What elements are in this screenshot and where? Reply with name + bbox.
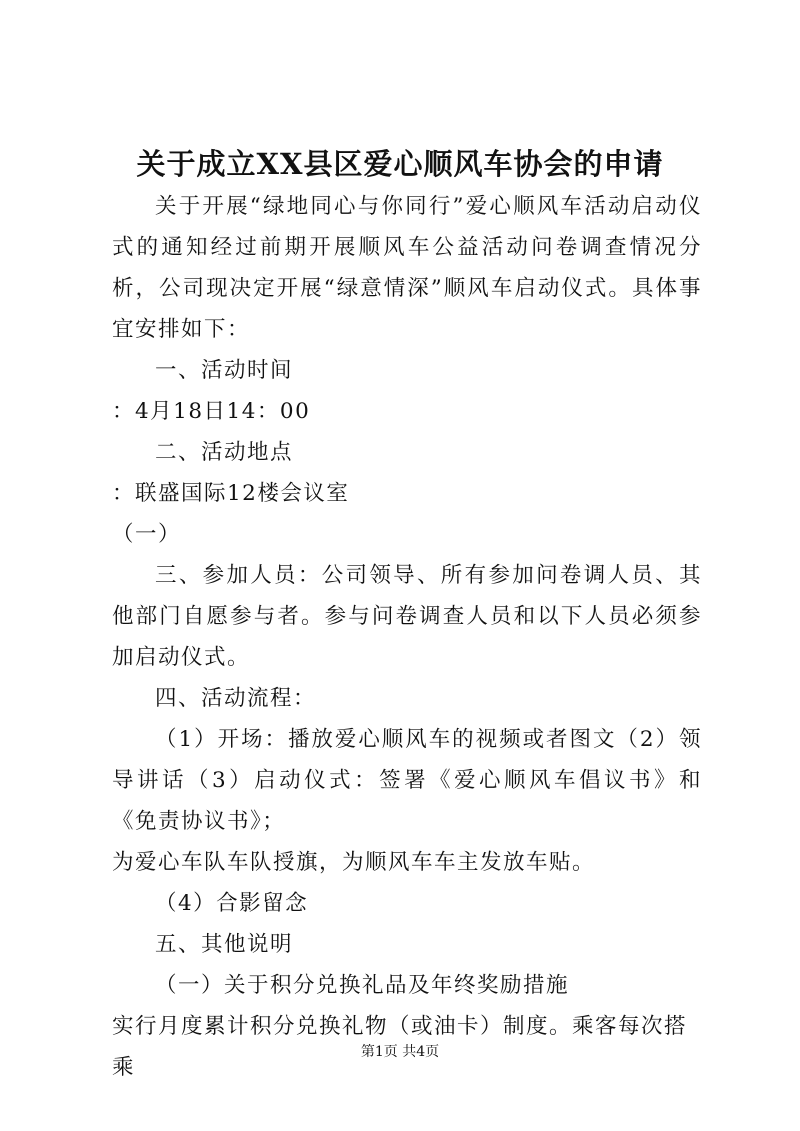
group-photo-step: （4）合影留念 — [155, 891, 309, 916]
participants-paragraph: 三、参加人员：公司领导、所有参加问卷调人员、其他部门自愿参与者。参与问卷调查人员和以下人员必须参加启动仪式。 — [112, 563, 702, 670]
section-heading-other: 五、其他说明 — [155, 932, 294, 957]
points-paragraph: 实行月度累计积分兑换礼物（或油卡）制度。乘客每次搭乘 — [112, 1014, 688, 1080]
section-heading-location: 二、活动地点 — [155, 440, 294, 465]
page-footer: 第1页 共4页 — [360, 1044, 440, 1060]
section-heading-time: 一、活动时间 — [155, 358, 294, 383]
flag-ceremony-paragraph: 为爱心车队车队授旗，为顺风车车主发放车贴。 — [112, 850, 596, 875]
section-heading-process: 四、活动流程： — [155, 686, 317, 711]
document-body — [112, 186, 702, 1088]
event-time: ：4月18日14：00 — [112, 399, 311, 424]
document-title: 关于成立XX县区爱心顺风车协会的申请 — [136, 147, 664, 181]
intro-paragraph: 关于开展“绿地同心与你同行”爱心顺风车活动启动仪式的通知经过前期开展顺风车公益活动问卷调查情况分析，公司现决定开展“绿意情深”顺风车启动仪式。具体事宜安排如下： — [112, 194, 702, 342]
process-steps-paragraph: （1）开场：播放爱心顺风车的视频或者图文（2）领导讲话（3）启动仪式：签署《爱心顺风车倡议书》和《免责协议书》； — [112, 727, 702, 834]
sub-heading-points: （一）关于积分兑换礼品及年终奖励措施 — [155, 973, 570, 998]
event-location: ：联盛国际12楼会议室 — [112, 481, 350, 506]
sub-item-one: （一） — [112, 522, 182, 547]
